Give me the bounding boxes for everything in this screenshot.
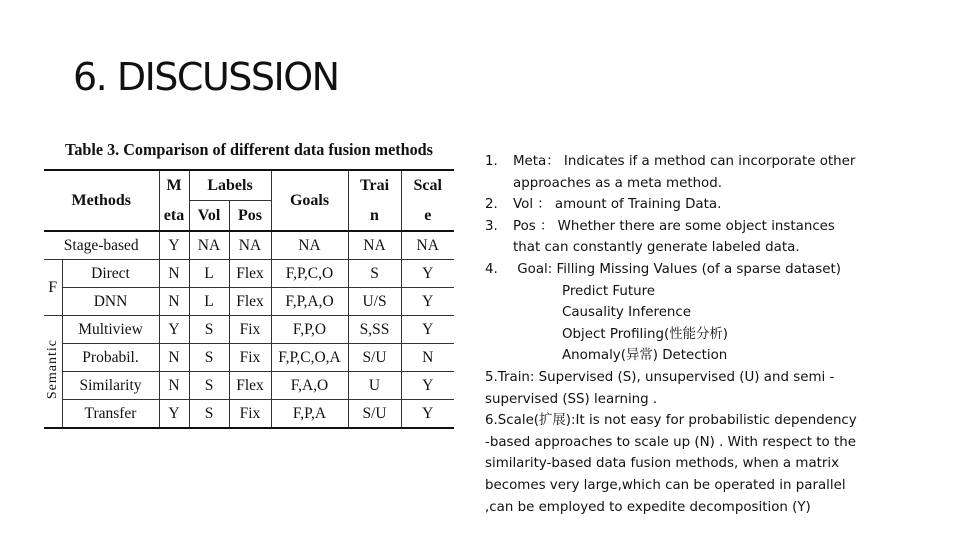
cell-pos: Fix <box>229 344 271 372</box>
cell-goals: F,P,A <box>271 400 348 429</box>
cell-method: Direct <box>62 260 159 288</box>
cell-method: Stage-based <box>44 231 159 260</box>
cell-train: S <box>348 260 401 288</box>
cell-train: S/U <box>348 344 401 372</box>
goal-item: Object Profiling(性能分析) <box>562 326 728 342</box>
header-vol: Vol <box>189 201 229 232</box>
train-note-line: 5.Train: Supervised (S), unsupervised (U) and semi - <box>485 369 835 385</box>
train-note-line: supervised (SS) learning . <box>485 391 658 407</box>
cell-meta: Y <box>159 400 189 429</box>
cell-meta: N <box>159 288 189 316</box>
header-row-1 <box>44 170 454 201</box>
header-scale-bottom: e <box>401 201 454 232</box>
header-methods: Methods <box>44 170 159 231</box>
cell-pos: Flex <box>229 288 271 316</box>
cell-vol: S <box>189 400 229 429</box>
list-text: Pos ： Whether there are some object instances <box>513 218 835 234</box>
cell-method: Similarity <box>62 372 159 400</box>
cell-goals: NA <box>271 231 348 260</box>
cell-scale: Y <box>422 321 434 338</box>
table-row <box>44 344 454 372</box>
header-meta-bottom: eta <box>159 201 189 232</box>
cell-pos: Flex <box>229 372 271 400</box>
cell-goals: F,P,O <box>271 316 348 344</box>
table-row <box>44 316 454 344</box>
list-text: Goal: Filling Missing Values (of a sparse dataset) <box>513 261 841 277</box>
cell-scale: Y <box>401 400 454 429</box>
cell-train: NA <box>348 231 401 260</box>
table-row <box>44 372 454 400</box>
cell-vol: L <box>189 288 229 316</box>
group-label-semantic <box>44 316 62 429</box>
header-goals: Goals <box>271 170 348 231</box>
cell-goals: F,P,C,O <box>271 260 348 288</box>
header-train-top: Trai <box>348 170 401 201</box>
list-text: Vol ： amount of Training Data. <box>513 197 722 213</box>
table-caption: Table 3. Comparison of different data fusion methods <box>65 140 433 159</box>
cell-train: S/U <box>348 400 401 429</box>
scale-note-line: -based approaches to scale up (N) . With respect to the <box>485 434 856 450</box>
cell-vol: S <box>189 372 229 400</box>
list-item <box>485 151 925 173</box>
cell-meta: Y <box>159 231 189 260</box>
header-meta-top: M <box>159 170 189 201</box>
header-train-bottom: n <box>348 201 401 232</box>
scale-note-line: similarity-based data fusion methods, when a matrix <box>485 456 840 472</box>
cell-method: Transfer <box>62 400 159 429</box>
list-number: 2. <box>485 197 498 213</box>
cell-train: U/S <box>348 288 401 316</box>
goal-item: Anomaly(异常) Detection <box>562 348 728 364</box>
cell-scale: Y <box>422 293 434 310</box>
list-number: 4. <box>485 261 498 277</box>
table-row <box>44 260 454 288</box>
list-item-continuation <box>485 237 925 259</box>
cell-scale: Y <box>422 377 434 394</box>
cell-vol: S <box>189 316 229 344</box>
cell-pos: NA <box>229 231 271 260</box>
cell-pos: Fix <box>229 316 271 344</box>
table-row <box>44 400 454 429</box>
table-row <box>44 288 454 316</box>
group-label-f: F <box>44 260 62 316</box>
cell-scale: NA <box>416 237 439 254</box>
cell-method: DNN <box>62 288 159 316</box>
list-text: approaches as a meta method. <box>513 175 722 191</box>
comparison-table <box>44 169 454 429</box>
cell-meta: Y <box>159 316 189 344</box>
cell-scale: Y <box>422 265 434 282</box>
comparison-table-figure <box>44 140 454 429</box>
header-scale-top: Scal <box>401 170 454 201</box>
cell-method: Probabil. <box>62 344 159 372</box>
cell-goals: F,P,C,O,A <box>271 344 348 372</box>
cell-pos: Flex <box>229 260 271 288</box>
cell-meta: N <box>159 344 189 372</box>
cell-pos: Fix <box>229 400 271 429</box>
slide-title: 6. DISCUSSION <box>73 55 339 99</box>
list-item <box>485 259 925 281</box>
scale-note-line: becomes very large,which can be operated in parallel <box>485 477 846 493</box>
list-number: 1. <box>485 154 498 169</box>
table-row <box>44 231 454 260</box>
cell-meta: N <box>159 260 189 288</box>
cell-vol: L <box>189 260 229 288</box>
cell-goals: F,P,A,O <box>271 288 348 316</box>
cell-vol: S <box>189 344 229 372</box>
goal-item: Predict Future <box>562 283 656 299</box>
list-text: that can constantly generate labeled data. <box>513 240 800 256</box>
cell-train: U <box>348 372 401 400</box>
header-pos: Pos <box>229 201 271 232</box>
list-item <box>485 194 925 216</box>
cell-train: S,SS <box>348 316 401 344</box>
cell-method: Multiview <box>62 316 159 344</box>
cell-vol: NA <box>189 231 229 260</box>
scale-note-line: 6.Scale(扩展):It is not easy for probabilistic dependency <box>485 413 857 429</box>
list-number: 3. <box>485 218 498 234</box>
cell-goals: F,A,O <box>271 372 348 400</box>
goal-item: Causality Inference <box>562 305 692 321</box>
notes-text-block <box>485 151 925 518</box>
list-item-continuation <box>485 173 925 195</box>
group-label-semantic-text: Semantic <box>45 339 61 400</box>
cell-scale: N <box>422 349 434 366</box>
cell-meta: N <box>159 372 189 400</box>
list-text: Meta： Indicates if a method can incorporate other <box>513 154 856 169</box>
list-item <box>485 216 925 238</box>
scale-note-line: ,can be employed to expedite decomposition (Y) <box>485 499 811 515</box>
header-labels: Labels <box>189 170 271 201</box>
